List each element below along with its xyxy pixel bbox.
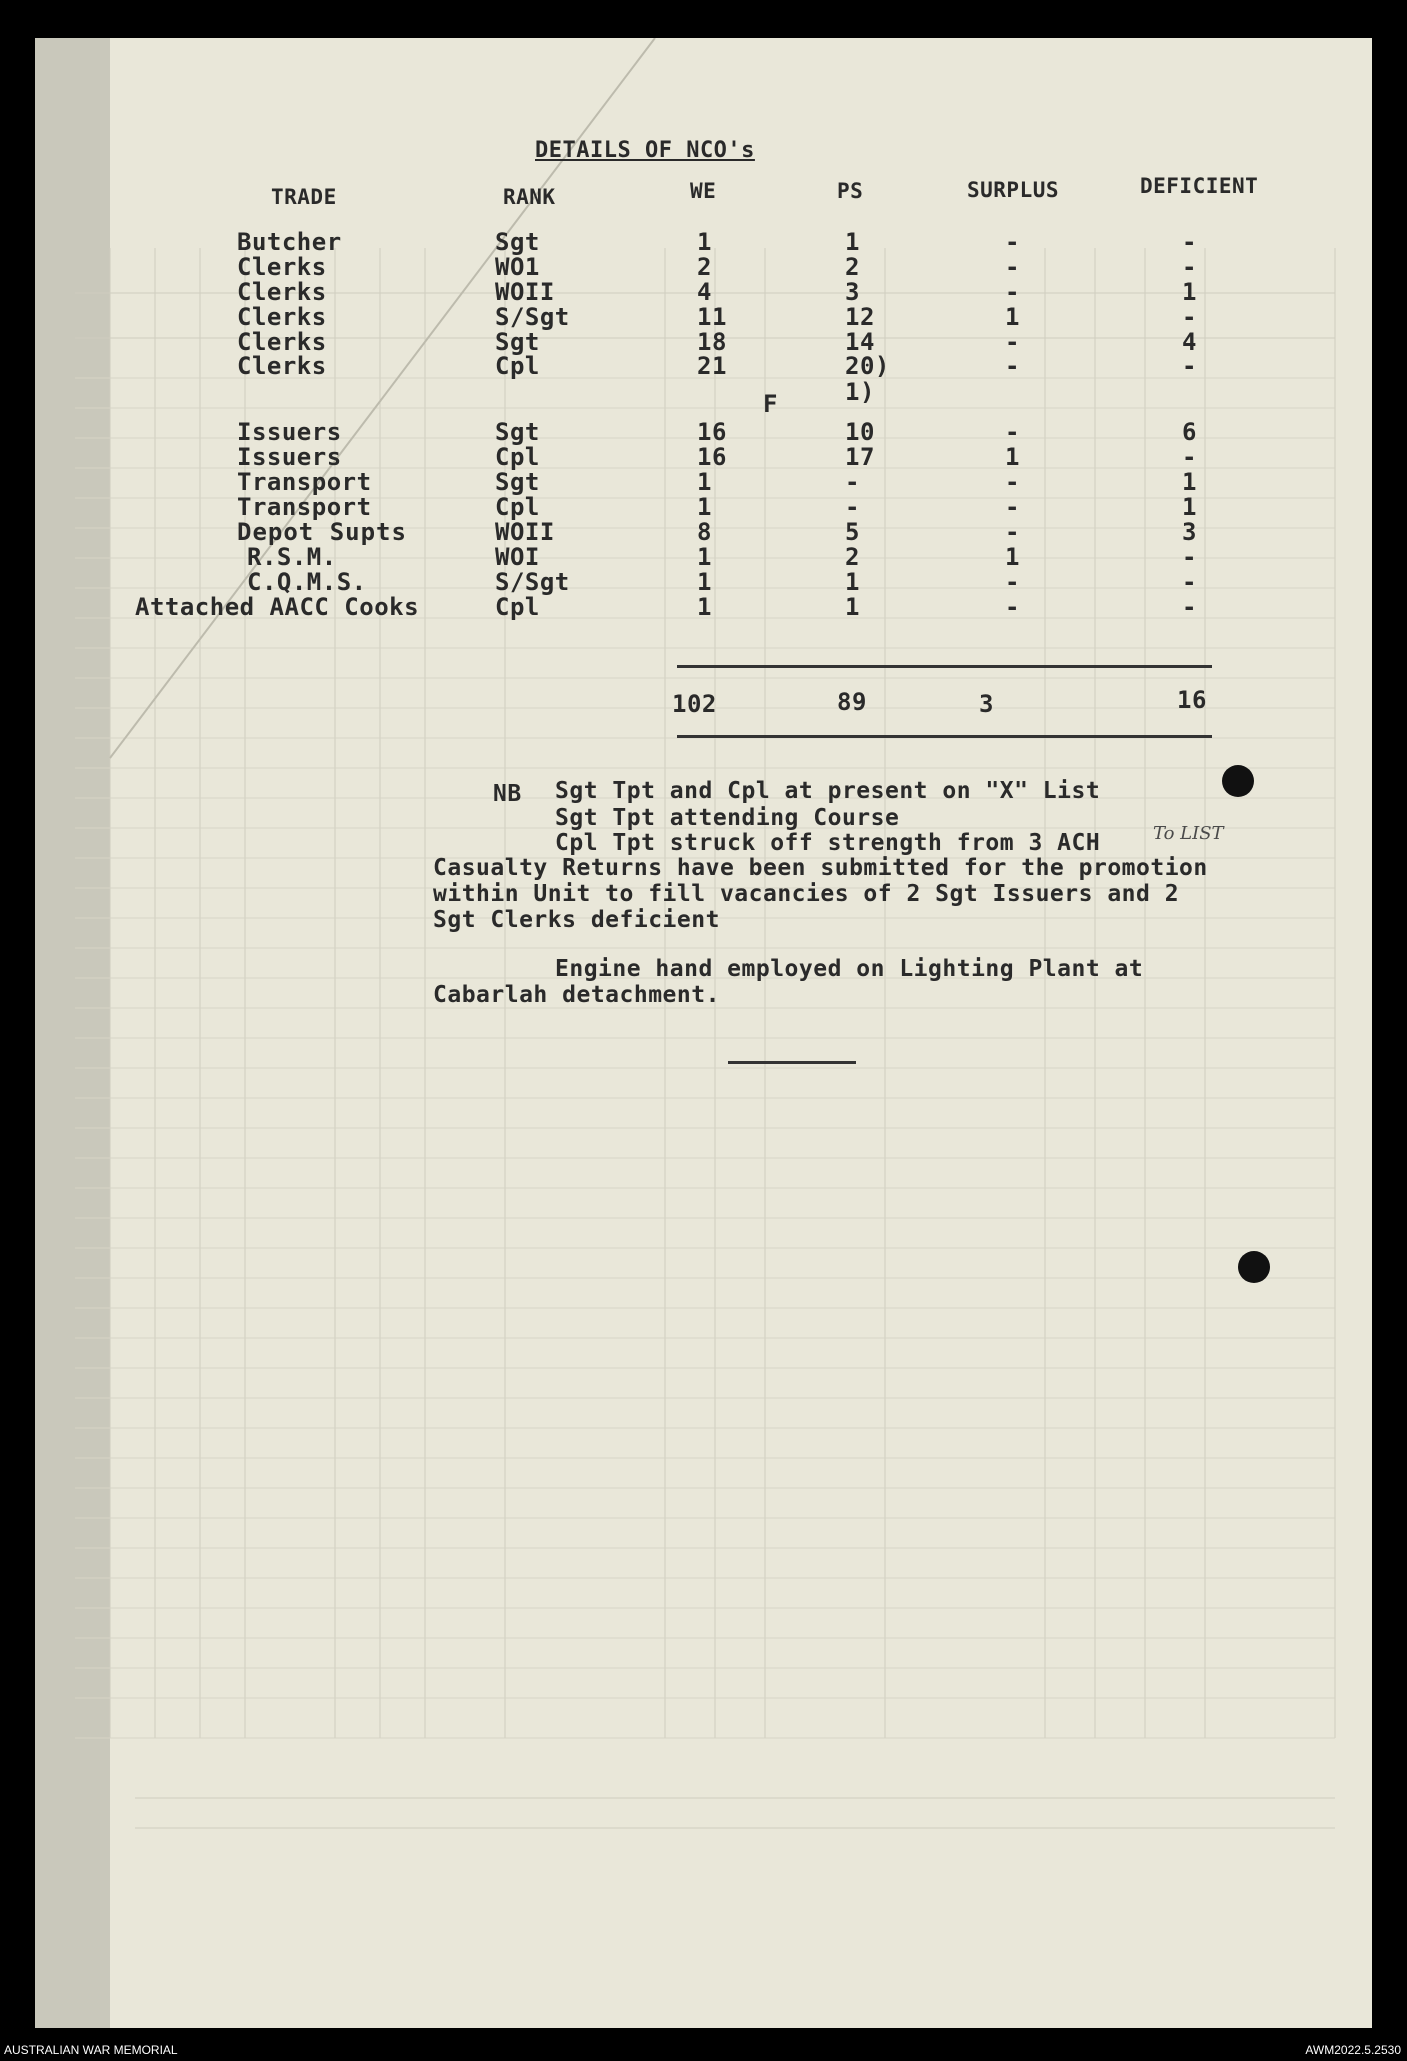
row-8-trade: Issuers	[237, 443, 342, 471]
row-8-ps: 17	[845, 443, 875, 471]
total-surplus: 3	[979, 690, 994, 718]
row-11-trade: Depot Supts	[237, 518, 407, 546]
handwritten-insert: To LIST	[1153, 823, 1224, 844]
row-2-rank: WOII	[495, 278, 555, 306]
row-7-we: 16	[697, 418, 727, 446]
nb-line-3: Cpl Tpt struck off strength from 3 ACH	[555, 830, 1101, 856]
row-11-surplus: -	[1005, 518, 1020, 546]
row-9-rank: Sgt	[495, 468, 540, 496]
row-14-rank: Cpl	[495, 593, 540, 621]
row-14-trade: Attached AACC Cooks	[135, 593, 420, 621]
row-3-ps: 12	[845, 303, 875, 331]
footer-left: AUSTRALIAN WAR MEMORIAL	[4, 2043, 178, 2057]
row-2-trade: Clerks	[237, 278, 327, 306]
row-7-deficient: 6	[1182, 418, 1197, 446]
row-2-ps: 3	[845, 278, 860, 306]
row-12-ps: 2	[845, 543, 860, 571]
punch-hole-top	[1222, 765, 1254, 797]
totals-rule-top	[677, 665, 1212, 668]
row-8-deficient: -	[1182, 443, 1197, 471]
row-13-rank: S/Sgt	[495, 568, 570, 596]
row-0-surplus: -	[1005, 228, 1020, 256]
row-9-surplus: -	[1005, 468, 1020, 496]
total-deficient: 16	[1177, 686, 1207, 714]
col-header-we: WE	[690, 179, 717, 203]
row-4-trade: Clerks	[237, 328, 327, 356]
row-11-deficient: 3	[1182, 518, 1197, 546]
row-12-surplus: 1	[1005, 543, 1020, 571]
engine-line-1: Engine hand employed on Lighting Plant at	[555, 956, 1144, 982]
row-3-deficient: -	[1182, 303, 1197, 331]
row-1-ps: 2	[845, 253, 860, 281]
row-6-marker: F	[763, 390, 778, 418]
row-2-surplus: -	[1005, 278, 1020, 306]
col-header-rank: RANK	[503, 185, 556, 209]
engine-line-2: Cabarlah detachment.	[433, 982, 720, 1008]
row-1-trade: Clerks	[237, 253, 327, 281]
col-header-deficient: DEFICIENT	[1140, 174, 1259, 198]
row-7-surplus: -	[1005, 418, 1020, 446]
row-9-ps: -	[845, 468, 860, 496]
row-12-we: 1	[697, 543, 712, 571]
nb-line-2: Sgt Tpt attending Course	[555, 805, 900, 831]
row-0-deficient: -	[1182, 228, 1197, 256]
row-2-we: 4	[697, 278, 712, 306]
nb-line-1: Sgt Tpt and Cpl at present on "X" List	[555, 778, 1101, 804]
row-12-deficient: -	[1182, 543, 1197, 571]
row-12-rank: WOI	[495, 543, 540, 571]
row-12-trade: R.S.M.	[247, 543, 337, 571]
row-4-surplus: -	[1005, 328, 1020, 356]
row-6-ps: 1)	[845, 378, 875, 406]
row-8-rank: Cpl	[495, 443, 540, 471]
totals-rule-bottom	[677, 735, 1212, 738]
row-13-surplus: -	[1005, 568, 1020, 596]
row-14-we: 1	[697, 593, 712, 621]
row-1-deficient: -	[1182, 253, 1197, 281]
row-9-we: 1	[697, 468, 712, 496]
row-5-trade: Clerks	[237, 352, 327, 380]
closing-rule	[728, 1061, 856, 1064]
casualty-line-2: within Unit to fill vacancies of 2 Sgt Issuers and 2	[433, 881, 1180, 907]
row-2-deficient: 1	[1182, 278, 1197, 306]
page-heading: DETAILS OF NCO's	[535, 138, 755, 163]
row-4-we: 18	[697, 328, 727, 356]
document-sheet	[35, 38, 1372, 2028]
row-13-we: 1	[697, 568, 712, 596]
row-5-ps: 20)	[845, 352, 890, 380]
row-8-we: 16	[697, 443, 727, 471]
row-14-ps: 1	[845, 593, 860, 621]
row-9-trade: Transport	[237, 468, 372, 496]
row-0-rank: Sgt	[495, 228, 540, 256]
col-header-ps: PS	[837, 179, 864, 203]
row-10-we: 1	[697, 493, 712, 521]
row-7-rank: Sgt	[495, 418, 540, 446]
casualty-line-1: Casualty Returns have been submitted for the promotion	[433, 855, 1208, 881]
row-3-trade: Clerks	[237, 303, 327, 331]
row-5-rank: Cpl	[495, 352, 540, 380]
row-13-ps: 1	[845, 568, 860, 596]
row-14-surplus: -	[1005, 593, 1020, 621]
row-14-deficient: -	[1182, 593, 1197, 621]
row-5-we: 21	[697, 352, 727, 380]
row-11-we: 8	[697, 518, 712, 546]
row-9-deficient: 1	[1182, 468, 1197, 496]
row-10-trade: Transport	[237, 493, 372, 521]
nb-label: NB	[493, 781, 522, 807]
row-4-ps: 14	[845, 328, 875, 356]
row-10-surplus: -	[1005, 493, 1020, 521]
row-4-deficient: 4	[1182, 328, 1197, 356]
casualty-line-3: Sgt Clerks deficient	[433, 907, 720, 933]
row-0-ps: 1	[845, 228, 860, 256]
row-10-ps: -	[845, 493, 860, 521]
row-1-we: 2	[697, 253, 712, 281]
row-4-rank: Sgt	[495, 328, 540, 356]
row-5-surplus: -	[1005, 352, 1020, 380]
row-13-deficient: -	[1182, 568, 1197, 596]
row-0-trade: Butcher	[237, 228, 342, 256]
total-ps: 89	[837, 688, 867, 716]
row-5-deficient: -	[1182, 352, 1197, 380]
row-10-deficient: 1	[1182, 493, 1197, 521]
row-13-trade: C.Q.M.S.	[247, 568, 367, 596]
footer-right: AWM2022.5.2530	[1305, 2043, 1401, 2057]
row-3-we: 11	[697, 303, 727, 331]
row-3-rank: S/Sgt	[495, 303, 570, 331]
row-11-ps: 5	[845, 518, 860, 546]
total-we: 102	[672, 690, 717, 718]
col-header-trade: TRADE	[271, 185, 337, 209]
col-header-surplus: SURPLUS	[967, 178, 1060, 202]
row-10-rank: Cpl	[495, 493, 540, 521]
row-3-surplus: 1	[1005, 303, 1020, 331]
punch-hole-bottom	[1238, 1251, 1270, 1283]
row-11-rank: WOII	[495, 518, 555, 546]
row-7-trade: Issuers	[237, 418, 342, 446]
row-1-rank: WO1	[495, 253, 540, 281]
row-8-surplus: 1	[1005, 443, 1020, 471]
row-0-we: 1	[697, 228, 712, 256]
row-1-surplus: -	[1005, 253, 1020, 281]
row-7-ps: 10	[845, 418, 875, 446]
